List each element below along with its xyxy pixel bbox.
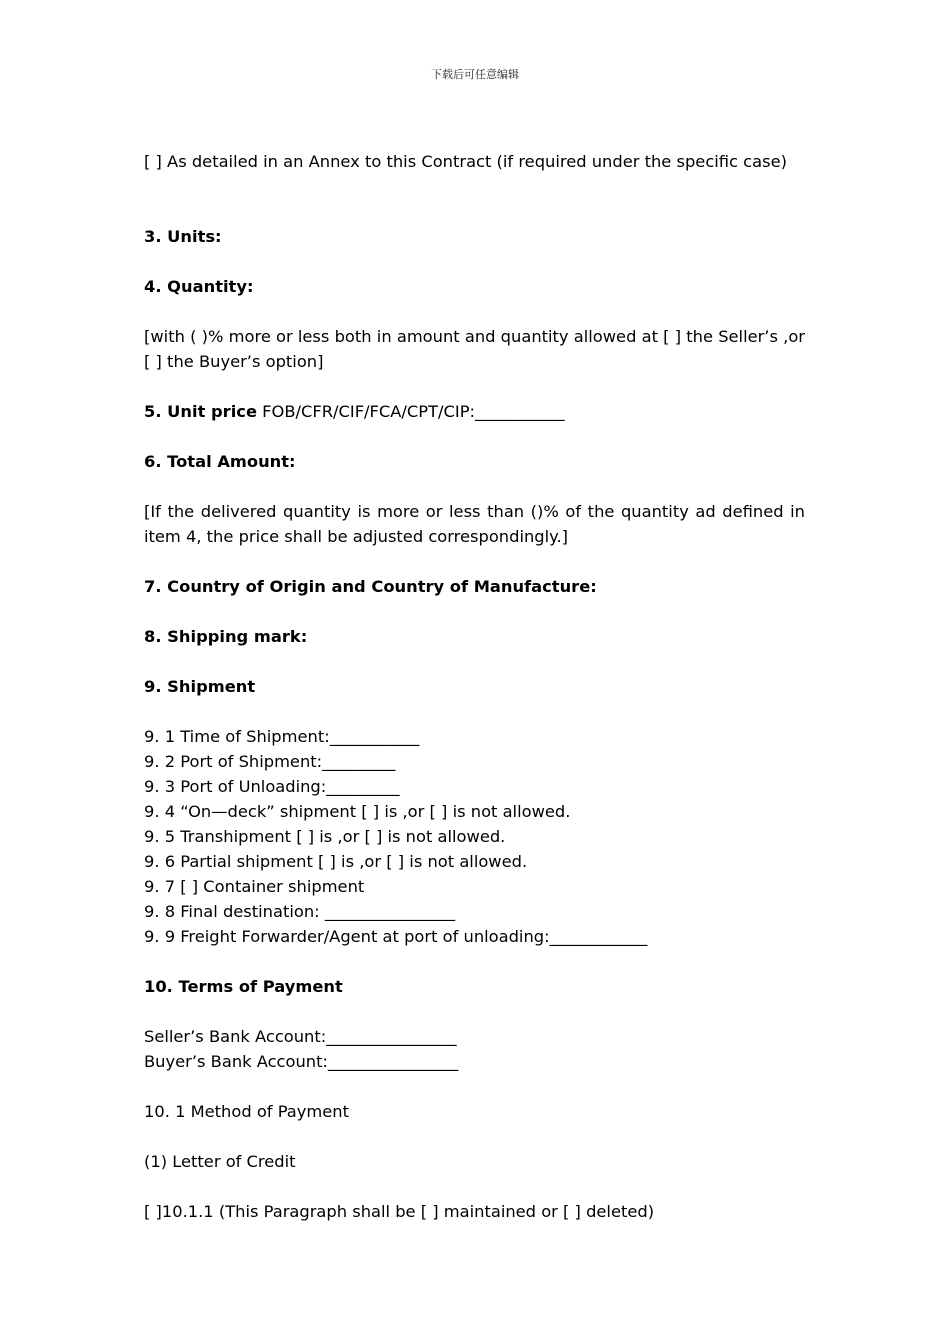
shipment-list [144,724,805,949]
list-item: 9. 8 Final destination: ________________ [144,902,456,921]
list-item: 9. 6 Partial shipment [ ] is ,or [ ] is not allowed. [144,852,528,871]
list-item: 9. 1 Time of Shipment:___________ [144,727,420,746]
total-amount-heading: 6. Total Amount: [144,452,296,471]
list-item: 9. 2 Port of Shipment:_________ [144,752,396,771]
document-body [144,149,805,1224]
list-item: 9. 3 Port of Unloading:_________ [144,777,400,796]
letter-of-credit: (1) Letter of Credit [144,1152,296,1171]
units-heading: 3. Units: [144,227,222,246]
annex-option: [ ] As detailed in an Annex to this Contract (if required under the specific case) [144,152,787,171]
list-item: 9. 7 [ ] Container shipment [144,877,365,896]
seller-bank-account: Seller’s Bank Account:________________ [144,1027,457,1046]
shipment-heading: 9. Shipment [144,677,256,696]
page-header: 下载后可任意编辑 [431,68,519,81]
buyer-bank-account: Buyer’s Bank Account:________________ [144,1052,459,1071]
origin-heading: 7. Country of Origin and Country of Manufacture: [144,577,597,596]
paragraph-option: [ ]10.1.1 (This Paragraph shall be [ ] maintained or [ ] deleted) [144,1202,655,1221]
list-item: 9. 9 Freight Forwarder/Agent at port of unloading:____________ [144,927,648,946]
list-item: 9. 4 “On—deck” shipment [ ] is ,or [ ] is not allowed. [144,802,571,821]
payment-method: 10. 1 Method of Payment [144,1102,349,1121]
quantity-note: [with ( )% more or less both in amount and quantity allowed at [ ] the Seller’s ,or [ ] the Buyer’s option] [144,327,805,371]
payment-heading: 10. Terms of Payment [144,977,343,996]
quantity-heading: 4. Quantity: [144,277,254,296]
total-amount-note: [If the delivered quantity is more or less than ()% of the quantity ad defined in item 4, the price shall be adjusted correspondingly.] [144,502,805,546]
unit-price-line [144,399,805,424]
shipping-mark-heading: 8. Shipping mark: [144,627,308,646]
list-item: 9. 5 Transhipment [ ] is ,or [ ] is not allowed. [144,827,506,846]
unit-price-heading: 5. Unit price [144,402,257,421]
unit-price-text: FOB/CFR/CIF/FCA/CPT/CIP:___________ [256,402,565,421]
